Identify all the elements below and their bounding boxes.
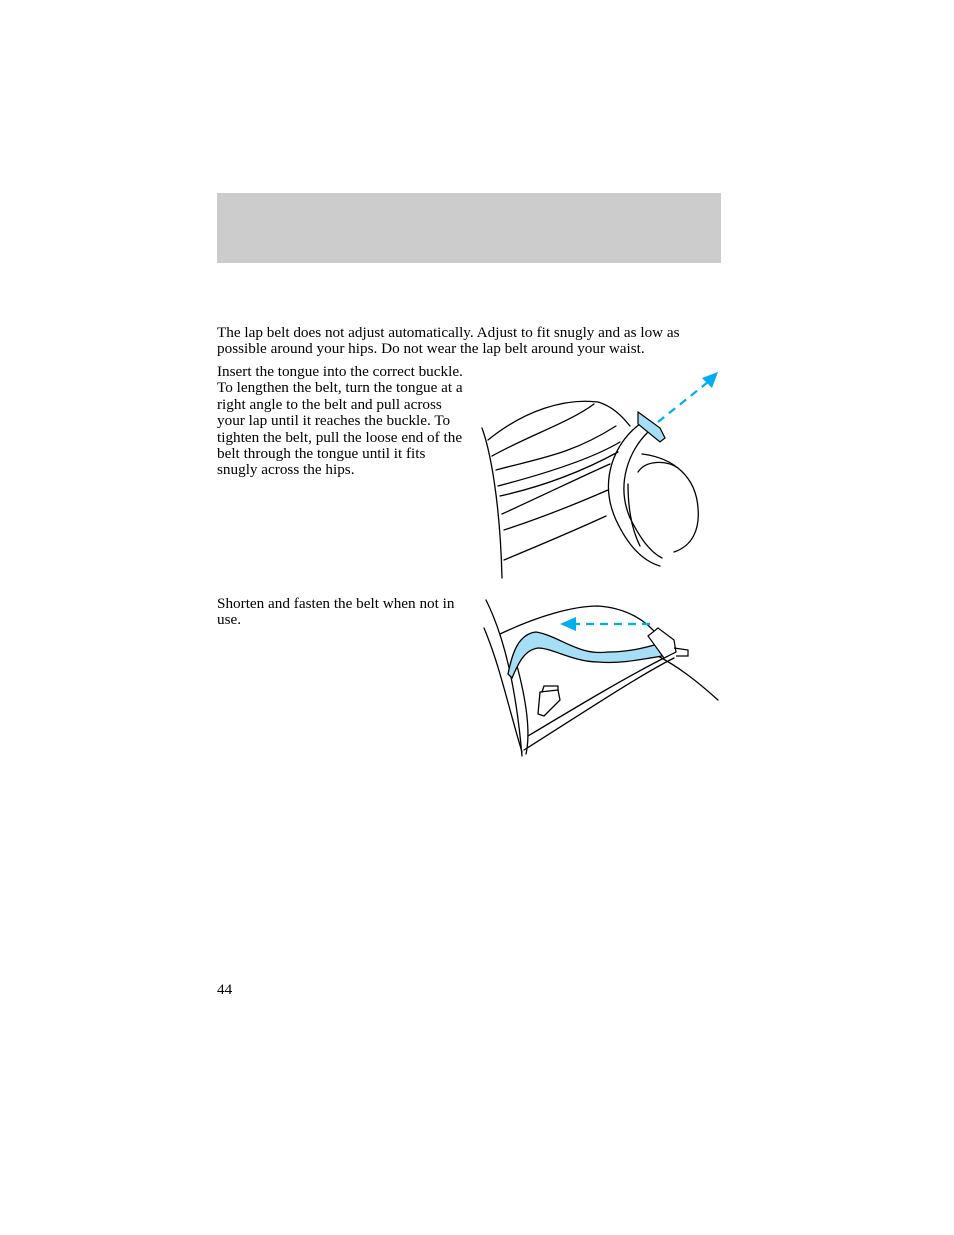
pull-direction-arrow-icon: [658, 372, 718, 422]
intro-paragraph: The lap belt does not adjust automatically. Adjust to fit snugly and as low as possible around your hips. Do not wear the lap belt around your waist.: [217, 324, 680, 358]
seat-top: [488, 401, 630, 440]
insert-tongue-paragraph: Insert the tongue into the correct buckle. To lengthen the belt, turn the tongue at a right angle to the belt and pull across your lap until it reaches the buckle. To tighten the belt, pull the loose end of the belt through the tongue until it fits snugly across the hips.: [217, 363, 463, 479]
lap-belt-lengthen-illustration: [470, 360, 730, 582]
page-number: 44: [217, 981, 233, 998]
shorten-belt-paragraph: Shorten and fasten the belt when not in use.: [217, 595, 455, 629]
lap-belt-stow-illustration: [478, 596, 724, 760]
shorten-direction-arrow-icon: [560, 617, 650, 631]
belt-tongue-icon: [638, 412, 665, 442]
section-header-band: [217, 193, 721, 263]
belt-webbing: [609, 424, 660, 566]
seat-outline: [482, 428, 502, 578]
